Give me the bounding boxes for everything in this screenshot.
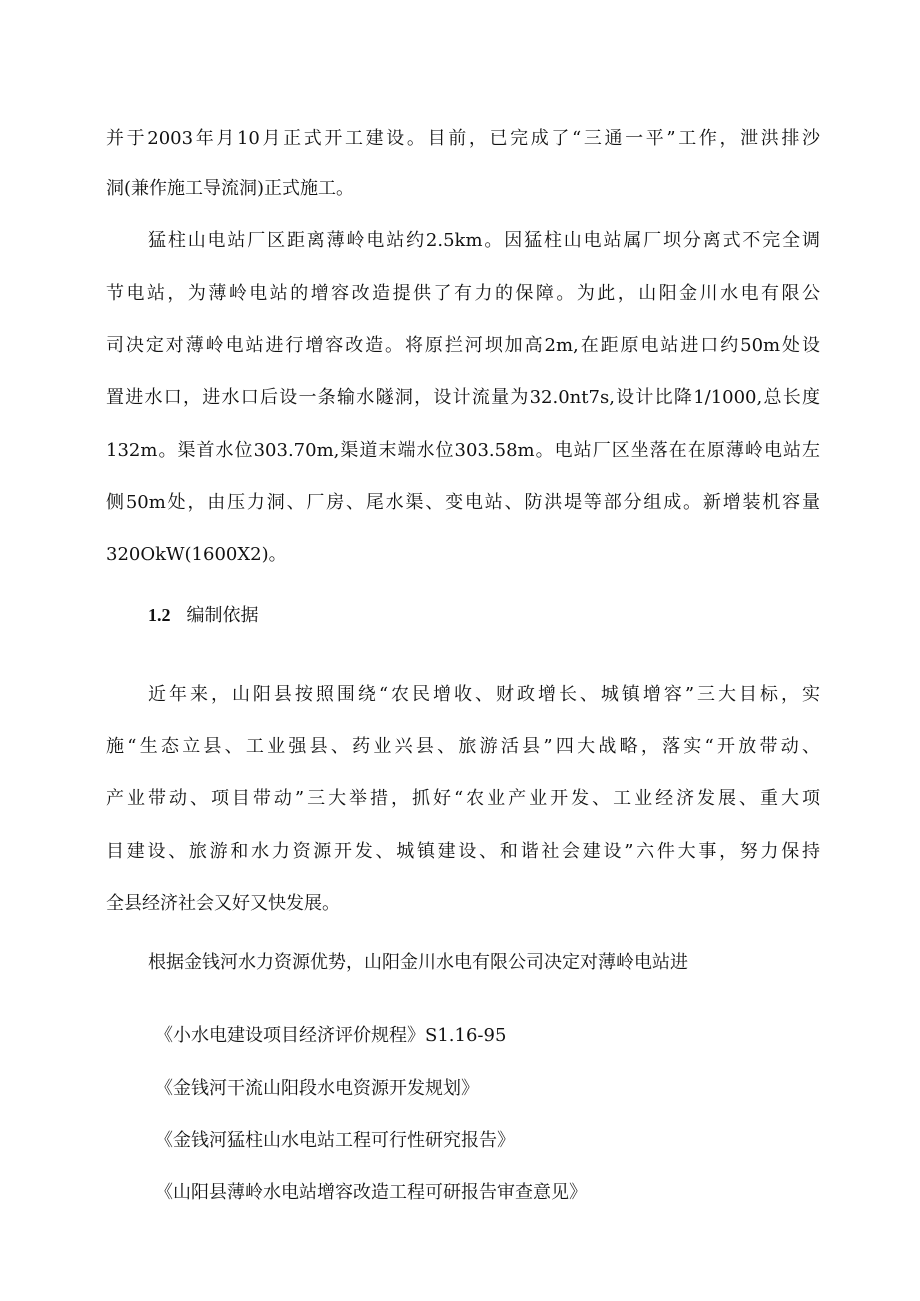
paragraph-line: 并于2003年月10月正式开工建设。目前，已完成了“三通一平”工作，泄洪排沙 (106, 128, 820, 149)
paragraph-line: 施“生态立县、工业强县、药业兴县、旅游活县”四大战略，落实“开放带动、 (106, 736, 820, 757)
section-number: 1.2 (148, 605, 171, 625)
paragraph-line: 近年来，山阳县按照围绕“农民增收、财政增长、城镇增容”三大目标，实 (148, 684, 820, 705)
paragraph-line: 目建设、旅游和水力资源开发、城镇建设、和谐社会建设”六件大事，努力保持 (106, 841, 820, 862)
paragraph-line: 司决定对薄岭电站进行增容改造。将原拦河坝加高2m,在距原电站进口约50m处设 (106, 335, 820, 356)
paragraph-line: 产业带动、项目带动”三大举措，抓好“农业产业开发、工业经济发展、重大项 (106, 788, 820, 809)
paragraph-line: 洞(兼作施工导流洞)正式施工。 (106, 178, 355, 199)
reference-item: 《小水电建设项目经济评价规程》S1.16-95 (155, 1025, 507, 1046)
section-title: 编制依据 (186, 605, 259, 626)
reference-item: 《山阳县薄岭水电站增容改造工程可研报告审查意见》 (155, 1182, 587, 1203)
paragraph-line: 猛柱山电站厂区距离薄岭电站约2.5km。因猛柱山电站属厂坝分离式不完全调 (148, 230, 820, 251)
paragraph-line: 根据金钱河水力资源优势，山阳金川水电有限公司决定对薄岭电站进 (148, 952, 688, 973)
paragraph-line: 320OkW(1600X2)。 (106, 544, 287, 565)
paragraph-line: 侧50m处，由压力洞、厂房、尾水渠、变电站、防洪堤等部分组成。新增装机容量 (106, 492, 820, 513)
section-heading (148, 603, 862, 628)
paragraph-line: 全县经济社会又好又快发展。 (106, 893, 340, 914)
paragraph-line: 节电站，为薄岭电站的增容改造提供了有力的保障。为此，山阳金川水电有限公 (106, 283, 820, 304)
reference-item: 《金钱河猛柱山水电站工程可行性研究报告》 (155, 1130, 515, 1151)
reference-item: 《金钱河干流山阳段水电资源开发规划》 (155, 1078, 479, 1099)
paragraph-line: 132m。渠首水位303.70m,渠道末端水位303.58m。电站厂区坐落在在原薄岭电站左 (106, 440, 820, 461)
paragraph-line: 置进水口，进水口后设一条输水隧洞，设计流量为32.0nt7s,设计比降1/1000,总长度 (106, 387, 820, 408)
